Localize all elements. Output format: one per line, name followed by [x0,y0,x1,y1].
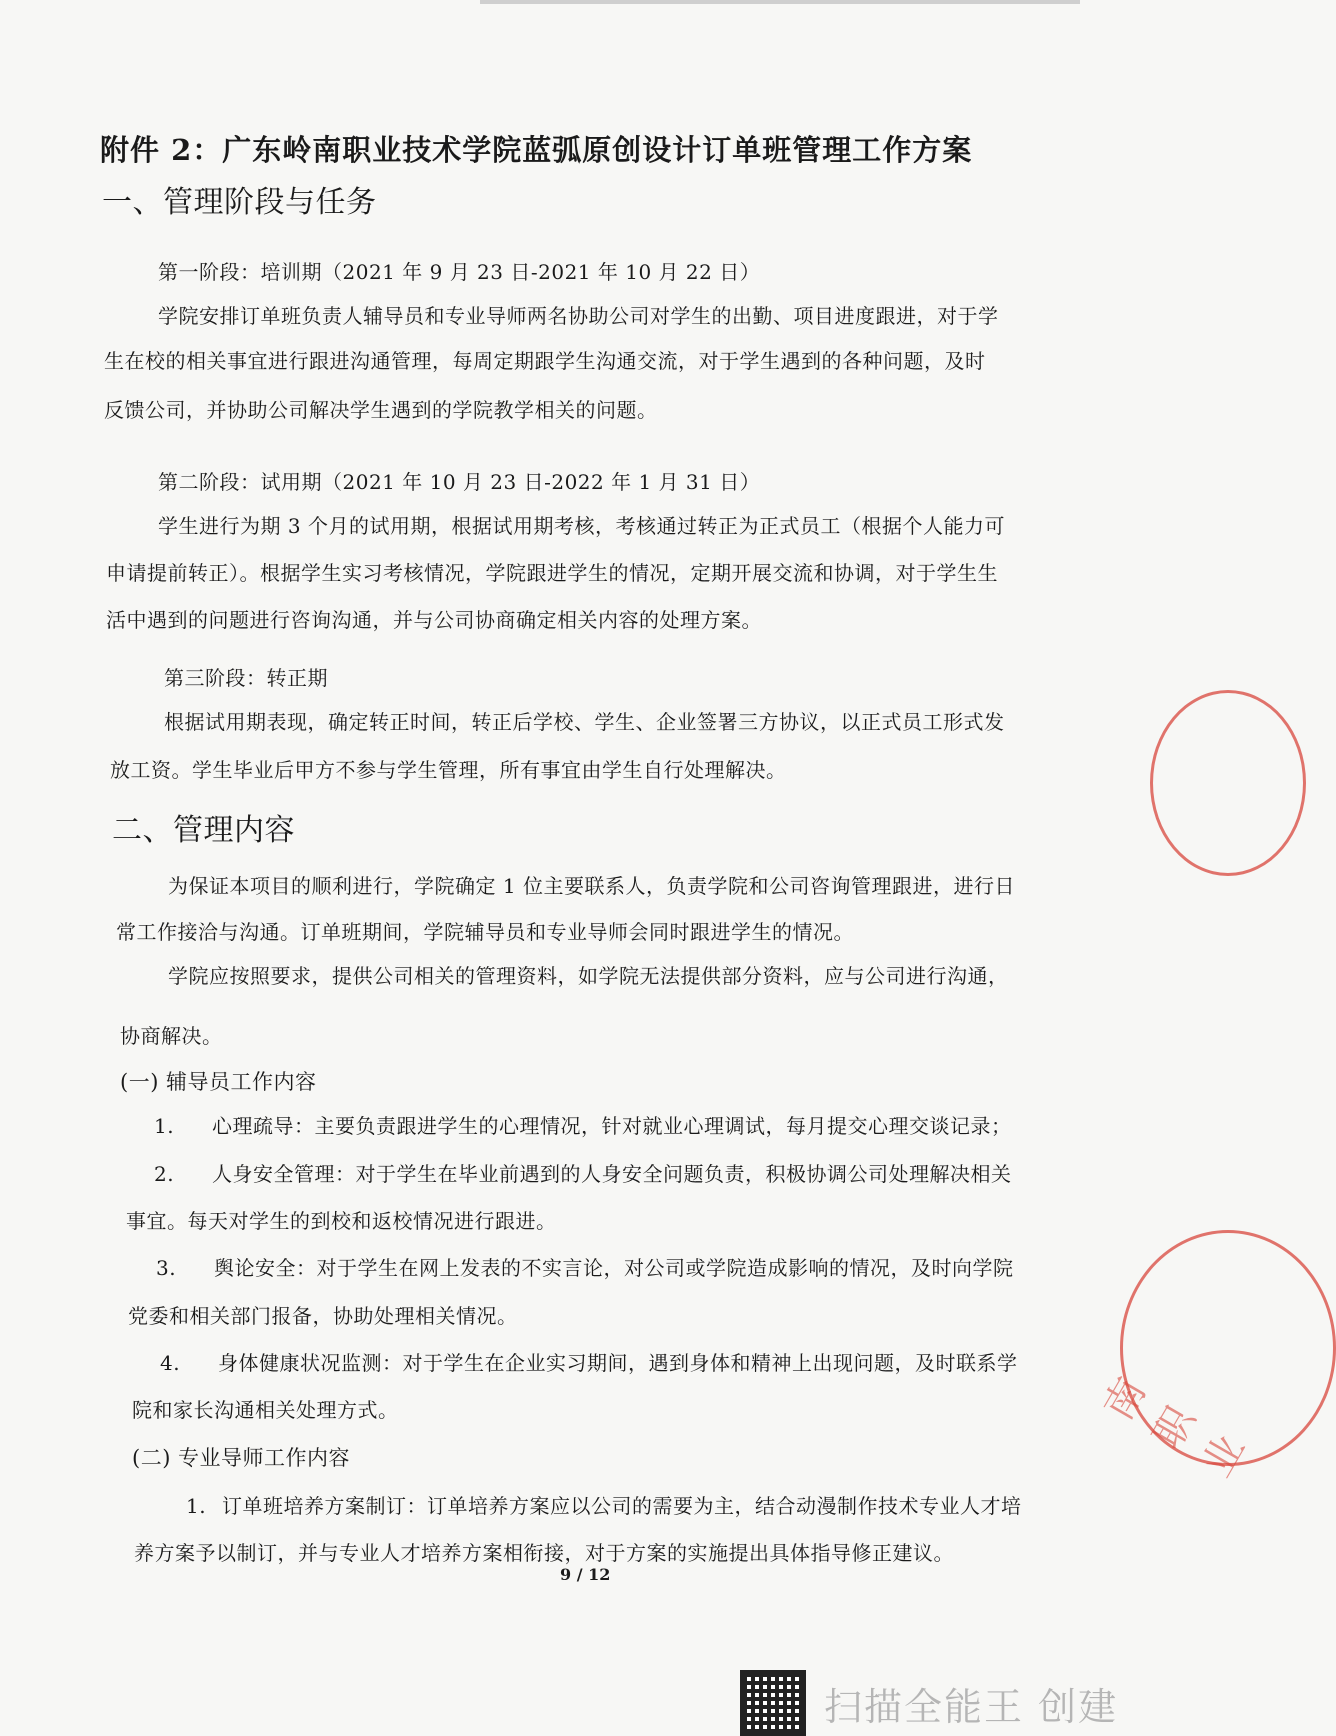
list-item-continuation: 党委和相关部门报备，协助处理相关情况。 [128,1304,518,1328]
section2-paragraph-line: 学院应按照要求，提供公司相关的管理资料，如学院无法提供部分资料，应与公司进行沟通， [168,964,1009,988]
list-number: 4. [160,1351,181,1375]
scanner-watermark [740,1670,1118,1736]
list-item [156,1254,1014,1282]
list-item [154,1160,1012,1188]
list-item [186,1492,1022,1520]
list-text: 人身安全管理：对于学生在毕业前遇到的人身安全问题负责，积极协调公司处理解决相关 [212,1162,1012,1186]
stage3-line: 放工资。学生毕业后甲方不参与学生管理，所有事宜由学生自行处理解决。 [110,758,787,782]
scanner-brand-text: 扫描全能王 创建 [824,1684,1119,1729]
list-number: 1. [186,1494,207,1518]
list-number: 3. [156,1256,177,1280]
stage2-line: 学生进行为期 3 个月的试用期，根据试用期考核，考核通过转正为正式员工（根据个人能力可 [158,514,1005,538]
subsection-heading-counselor: (一) 辅导员工作内容 [120,1070,317,1094]
list-text: 心理疏导：主要负责跟进学生的心理情况，针对就业心理调试，每月提交心理交谈记录； [212,1114,1012,1138]
stage2-title: 第二阶段：试用期（2021 年 10 月 23 日-2022 年 1 月 31 日） [158,470,761,494]
stage2-line: 活中遇到的问题进行咨询沟通，并与公司协商确定相关内容的处理方案。 [106,608,762,632]
stage3-line: 根据试用期表现，确定转正时间，转正后学校、学生、企业签署三方协议，以正式员工形式发 [164,710,1005,734]
seal-stamp-upper [1150,690,1306,876]
list-item-continuation: 养方案予以制订，并与专业人才培养方案相衔接，对于方案的实施提出具体指导修正建议。 [134,1541,954,1565]
scan-edge [480,0,1080,4]
list-text: 订单班培养方案制订：订单培养方案应以公司的需要为主，结合动漫制作技术专业人才培 [222,1494,1022,1518]
section-heading-1: 一、管理阶段与任务 [102,185,377,220]
list-item-continuation: 院和家长沟通相关处理方式。 [132,1398,399,1422]
page-number: 9 / 12 [560,1565,611,1584]
list-item-continuation: 事宜。每天对学生的到校和返校情况进行跟进。 [126,1209,557,1233]
section2-paragraph-line: 为保证本项目的顺利进行，学院确定 1 位主要联系人，负责学院和公司咨询管理跟进，进行日 [168,874,1015,898]
section-heading-2: 二、管理内容 [112,813,295,848]
stage1-line: 学院安排订单班负责人辅导员和专业导师两名协助公司对学生的出勤、项目进度跟进，对于学 [158,304,999,328]
stage2-line: 申请提前转正）。根据学生实习考核情况，学院跟进学生的情况，定期开展交流和协调，对于学生生 [106,561,998,585]
section2-paragraph-line: 协商解决。 [120,1024,223,1048]
stage1-line: 生在校的相关事宜进行跟进沟通管理，每周定期跟学生沟通交流，对于学生遇到的各种问题，及时 [104,349,986,373]
list-text: 舆论安全：对于学生在网上发表的不实言论，对公司或学院造成影响的情况，及时向学院 [214,1256,1014,1280]
list-item [160,1349,1018,1377]
stage3-title: 第三阶段：转正期 [164,666,328,690]
document-title: 附件 2：广东岭南职业技术学院蓝弧原创设计订单班管理工作方案 [100,133,973,167]
stage1-title: 第一阶段：培训期（2021 年 9 月 23 日-2021 年 10 月 22 日） [158,260,761,284]
section2-paragraph-line: 常工作接洽与沟通。订单班期间，学院辅导员和专业导师会同时跟进学生的情况。 [116,920,854,944]
qr-code-icon [740,1670,806,1736]
seal-stamp-text: 南 职 业 [1095,1370,1255,1485]
subsection-heading-tutor: (二) 专业导师工作内容 [132,1446,351,1470]
list-number: 2. [154,1162,175,1186]
list-item [154,1112,1012,1140]
stage1-line: 反馈公司，并协助公司解决学生遇到的学院教学相关的问题。 [104,398,658,422]
list-text: 身体健康状况监测：对于学生在企业实习期间，遇到身体和精神上出现问题，及时联系学 [218,1351,1018,1375]
list-number: 1. [154,1114,175,1138]
